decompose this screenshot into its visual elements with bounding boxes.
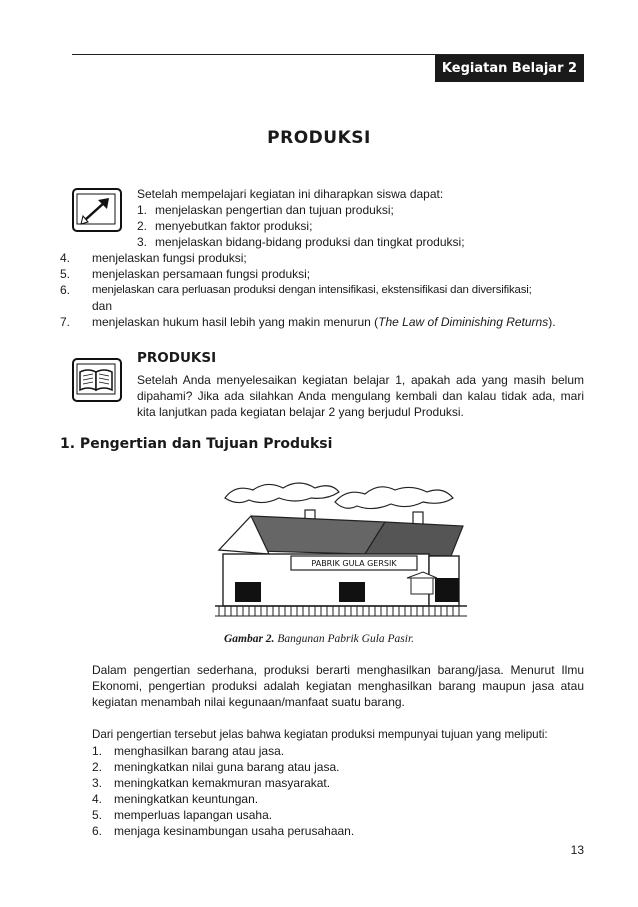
goals-list: [92, 743, 572, 839]
section-heading: 1. Pengertian dan Tujuan Produksi: [60, 436, 333, 452]
objectives-intro: Setelah mempelajari kegiatan ini diharapkan siswa dapat:: [137, 187, 444, 201]
paragraph-goals-intro: Dari pengertian tersebut jelas bahwa kegiatan produksi mempunyai tujuan yang meliputi:: [92, 728, 548, 741]
caption-text: Bangunan Pabrik Gula Pasir.: [274, 633, 415, 645]
objective-num: 2.: [137, 219, 148, 233]
objective-text: menjelaskan hukum hasil lebih yang makin menurun (: [92, 315, 379, 329]
objective-text-end: ).: [548, 315, 556, 329]
list-item: 2. meningkatkan nilai guna barang atau jasa.: [92, 760, 340, 774]
objective-text: menjelaskan pengertian dan tujuan produksi;: [155, 203, 394, 217]
chapter-badge: Kegiatan Belajar 2: [435, 55, 584, 82]
paragraph-definition: Dalam pengertian sederhana, produksi berarti menghasilkan barang/jasa. Menurut Ilmu Ekonomi, pengertian produksi adalah kegiatan menghasilkan barang maupun jasa atau kegiatan menambah nilai kegunaan/manfaat suatu barang.: [92, 663, 584, 709]
caption-label: Gambar 2.: [223, 633, 275, 645]
list-item: 6. menjaga kesinambungan usaha perusahaan.: [92, 824, 355, 838]
objective-num: 3.: [137, 235, 148, 249]
objective-num: 7.: [60, 315, 71, 329]
objective-num: 1.: [137, 203, 148, 217]
objective-text: menjelaskan bidang-bidang produksi dan tingkat produksi;: [155, 235, 465, 249]
factory-sign: PABRIK GULA GERSIK: [311, 559, 397, 568]
objective-item-1: [137, 202, 394, 218]
objective-text: menjelaskan persamaan fungsi produksi;: [92, 267, 311, 281]
target-arrow-icon: [72, 188, 122, 232]
objective-item-6: [60, 282, 584, 298]
objective-item-5: [60, 266, 311, 282]
list-item: 1. menghasilkan barang atau jasa.: [92, 744, 285, 758]
list-item: 4. meningkatkan keuntungan.: [92, 792, 259, 806]
page-title: PRODUKSI: [267, 128, 371, 148]
objective-item-6-cont: dan: [92, 299, 113, 313]
list-item: 3. meningkatkan kemakmuran masyarakat.: [92, 776, 331, 790]
objective-item-2: [137, 218, 313, 234]
objective-item-4: [60, 250, 247, 266]
objective-text-italic: The Law of Diminishing Returns: [378, 315, 549, 329]
objective-item-3: [137, 234, 465, 250]
page-number: 13: [570, 843, 584, 857]
factory-illustration: [215, 470, 467, 622]
list-item: 5. memperluas lapangan usaha.: [92, 808, 273, 822]
objective-num: 4.: [60, 251, 71, 265]
objective-num: 6.: [60, 283, 71, 297]
figure-caption: [0, 633, 638, 645]
objective-num: 5.: [60, 267, 71, 281]
objective-item-7: [60, 314, 556, 330]
objective-text: menjelaskan cara perluasan produksi dengan intensifikasi, ekstensifikasi dan diversifikasi;: [92, 284, 532, 296]
objective-text: menjelaskan fungsi produksi;: [92, 251, 247, 265]
open-book-icon: [72, 358, 122, 402]
reading-body: Setelah Anda menyelesaikan kegiatan belajar 1, apakah ada yang masih belum dipahami? Jika ada silahkan Anda mengulang kembali dan kalau tidak ada, mari kita lanjutkan pada kegiatan belajar 2 yang berjudul Produksi.: [137, 373, 584, 419]
objective-text: menyebutkan faktor produksi;: [155, 219, 313, 233]
reading-heading: PRODUKSI: [137, 350, 217, 366]
